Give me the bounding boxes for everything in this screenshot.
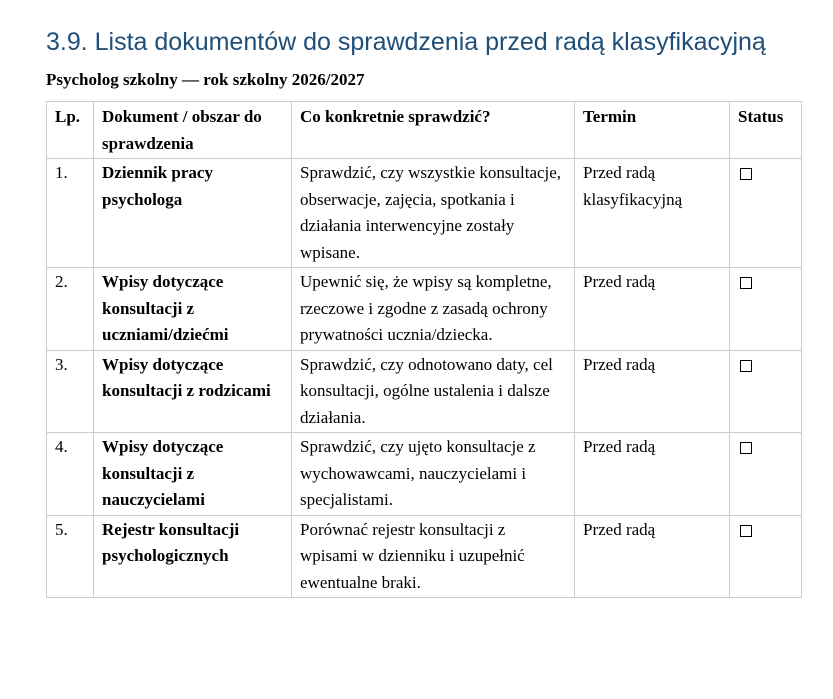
checkbox-icon[interactable]: [740, 168, 752, 180]
row-document: Wpisy dotyczące konsultacji z rodzicami: [94, 350, 292, 433]
row-check: Porównać rejestr konsultacji z wpisami w dzienniku i uzupełnić ewentualne braki.: [292, 515, 575, 598]
row-term: Przed radą: [575, 350, 730, 433]
row-number: 2.: [47, 268, 94, 351]
row-term: Przed radą: [575, 433, 730, 516]
row-document: Dziennik pracy psychologa: [94, 159, 292, 268]
row-document: Rejestr konsultacji psychologicznych: [94, 515, 292, 598]
header-document: Dokument / obszar do sprawdzenia: [94, 102, 292, 159]
row-status: [730, 433, 802, 516]
section-heading: 3.9. Lista dokumentów do sprawdzenia przed radą klasyfikacyjną: [46, 28, 766, 56]
row-term: Przed radą: [575, 268, 730, 351]
table-row: [47, 433, 802, 516]
row-check: Sprawdzić, czy odnotowano daty, cel konsultacji, ogólne ustalenia i dalsze działania.: [292, 350, 575, 433]
table-row: [47, 350, 802, 433]
row-status: [730, 350, 802, 433]
checklist-table: [46, 101, 802, 598]
header-status: Status: [730, 102, 802, 159]
row-check: Sprawdzić, czy wszystkie konsultacje, obserwacje, zajęcia, spotkania i działania interwencyjne zostały wpisane.: [292, 159, 575, 268]
checkbox-icon[interactable]: [740, 525, 752, 537]
row-number: 5.: [47, 515, 94, 598]
header-check: Co konkretnie sprawdzić?: [292, 102, 575, 159]
row-term: Przed radą: [575, 515, 730, 598]
checkbox-icon[interactable]: [740, 360, 752, 372]
row-check: Sprawdzić, czy ujęto konsultacje z wychowawcami, nauczycielami i specjalistami.: [292, 433, 575, 516]
header-term: Termin: [575, 102, 730, 159]
table-row: [47, 268, 802, 351]
table-row: [47, 159, 802, 268]
checkbox-icon[interactable]: [740, 442, 752, 454]
header-lp: Lp.: [47, 102, 94, 159]
row-status: [730, 159, 802, 268]
row-document: Wpisy dotyczące konsultacji z uczniami/dziećmi: [94, 268, 292, 351]
document-subtitle: Psycholog szkolny — rok szkolny 2026/2027: [46, 70, 365, 89]
table-header-row: [47, 102, 802, 159]
row-number: 4.: [47, 433, 94, 516]
row-number: 3.: [47, 350, 94, 433]
row-check: Upewnić się, że wpisy są kompletne, rzeczowe i zgodne z zasadą ochrony prywatności ucznia/dziecka.: [292, 268, 575, 351]
table-row: [47, 515, 802, 598]
checkbox-icon[interactable]: [740, 277, 752, 289]
row-document: Wpisy dotyczące konsultacji z nauczycielami: [94, 433, 292, 516]
document-page: [46, 26, 801, 598]
row-number: 1.: [47, 159, 94, 268]
row-term: Przed radą klasyfikacyjną: [575, 159, 730, 268]
row-status: [730, 515, 802, 598]
row-status: [730, 268, 802, 351]
